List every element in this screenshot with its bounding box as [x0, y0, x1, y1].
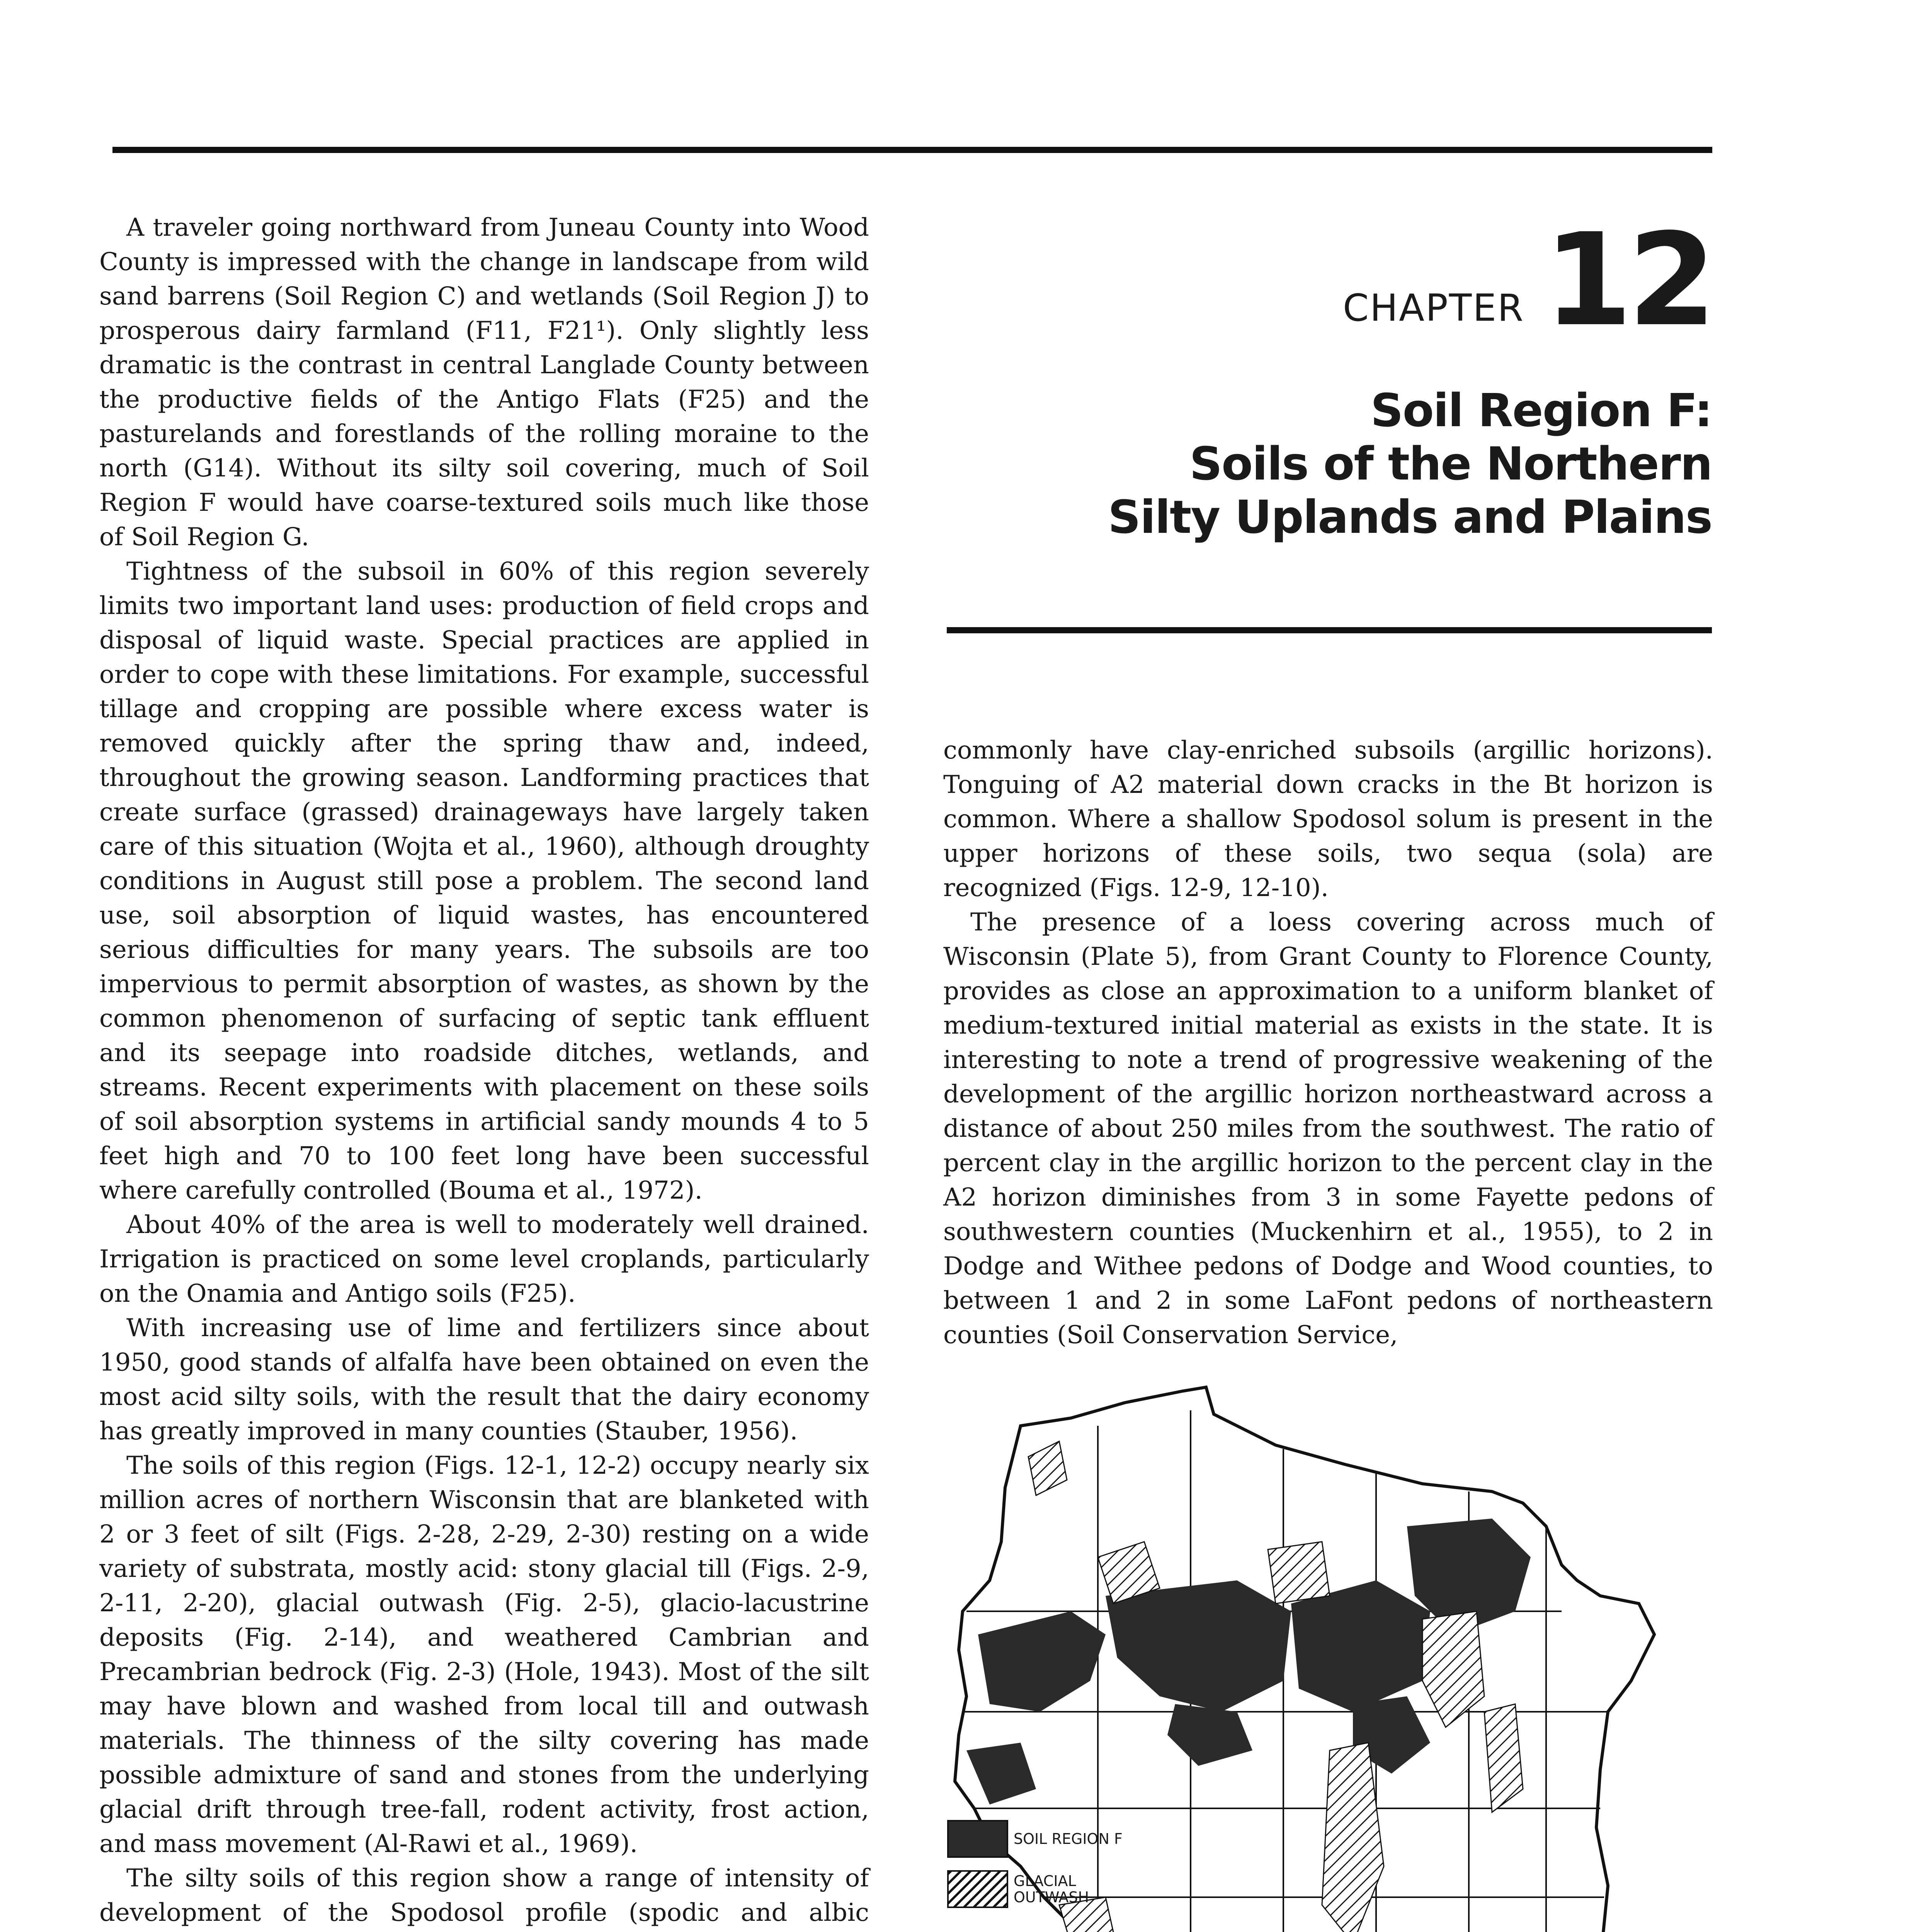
legend-outwash	[947, 1870, 1089, 1908]
chapter-title-line: Soil Region F:	[1370, 384, 1712, 437]
paragraph: The presence of a loess covering across much of Wisconsin (Plate 5), from Grant County to Florence County, provides as close an approximation to a uniform blanket of medium-textured initial material as exists in the state. It is interesting to note a trend of progressive weakening of the development of the argillic horizon northeastward across a distance of about 250 miles from the southwest. The ratio of percent clay in the argillic horizon to the percent clay in the A2 horizon diminishes from 3 in some Fayette pedons of southwestern counties (Muckenhirn et al., 1955), to 2 in Dodge and Withee pedons of Dodge and Wood counties, to between 1 and 2 in some LaFont pedons of northeastern counties (Soil Conservation Service,	[943, 908, 1713, 1349]
paragraph: About 40% of the area is well to moderately well drained. Irrigation is practiced on some level croplands, particularly on the Onamia and Antigo soils (F25).	[99, 1211, 869, 1308]
chapter-title-line: Soils of the Northern	[1189, 437, 1712, 490]
title-rule	[947, 627, 1712, 633]
wisconsin-index-map	[943, 1364, 1713, 1932]
top-rule	[112, 147, 1712, 153]
legend-label: SOIL REGION F	[1014, 1830, 1123, 1847]
legend-swatch-hatched	[947, 1870, 1008, 1908]
legend-soil-region	[947, 1820, 1123, 1858]
legend-swatch-dark	[947, 1820, 1008, 1858]
left-column	[99, 211, 869, 1932]
chapter-number: 12	[1543, 206, 1712, 354]
paragraph: A traveler going northward from Juneau County into Wood County is impressed with the change in landscape from wild sand barrens (Soil Region C) and wetlands (Soil Region J) to prosperous dairy farmland (F11, F21¹). Only slightly less dramatic is the contrast in central Langlade County between the productive fields of the Antigo Flats (F25) and the pasturelands and forestlands of the rolling moraine to the north (G14). Without its silty soil covering, much of Soil Region F would have coarse-textured soils much like those of Soil Region G.	[99, 213, 869, 551]
chapter-title-line: Silty Uplands and Plains	[1108, 490, 1712, 544]
chapter-heading	[947, 206, 1712, 544]
paragraph: commonly have clay-enriched subsoils (argillic horizons). Tonguing of A2 material down cracks in the Bt horizon is common. Where a shallow Spodosol solum is present in the upper horizons of these soils, two sequa (sola) are recognized (Figs. 12-9, 12-10).	[943, 736, 1713, 902]
paragraph: The silty soils of this region show a range of intensity of development of the Spodosol profile (spodic and albic	[99, 1864, 869, 1927]
legend-label: GLACIAL OUTWASH	[1014, 1872, 1089, 1906]
paragraph: With increasing use of lime and fertilizers since about 1950, good stands of alfalfa have been obtained on even the most acid silty soils, with the result that the dairy economy has greatly improved in many counties (Stauber, 1956).	[99, 1314, 869, 1446]
paragraph: Tightness of the subsoil in 60% of this region severely limits two important land uses: production of field crops and disposal of liquid waste. Special practices are applied in order to cope with these limitations. For example, successful tillage and cropping are possible where excess water is removed quickly after the spring thaw and, indeed, throughout the growing season. Landforming practices that create surface (grassed) drainageways have largely taken care of this situation (Wojta et al., 1960), although droughty conditions in August still pose a problem. The second land use, soil absorption of liquid wastes, has encountered serious difficulties for many years. The subsoils are too impervious to permit absorption of wastes, as shown by the common phenomenon of surfacing of septic tank effluent and its seepage into roadside ditches, wetlands, and streams. Recent experiments with placement on these soils of soil absorption systems in artificial sandy mounds 4 to 5 feet high and 70 to 100 feet long have been successful where carefully controlled (Bouma et al., 1972).	[99, 557, 869, 1205]
chapter-title	[947, 384, 1712, 544]
right-column	[943, 733, 1713, 1352]
chapter-label: CHAPTER	[1342, 286, 1524, 330]
paragraph: The soils of this region (Figs. 12-1, 12-2) occupy nearly six million acres of northern Wisconsin that are blanketed with 2 or 3 feet of silt (Figs. 2-28, 2-29, 2-30) resting on a wide variety of substrata, mostly acid: stony glacial till (Figs. 2-9, 2-11, 2-20), glacial outwash (Fig. 2-5), glacio-lacustrine deposits (Fig. 2-14), and weathered Cambrian and Precambrian bedrock (Fig. 2-3) (Hole, 1943). Most of the silt may have blown and washed from local till and outwash materials. The thinness of the silty covering has made possible admixture of sand and stones from the underlying glacial drift through tree-fall, rodent activity, frost action, and mass movement (Al-Rawi et al., 1969).	[99, 1451, 869, 1858]
